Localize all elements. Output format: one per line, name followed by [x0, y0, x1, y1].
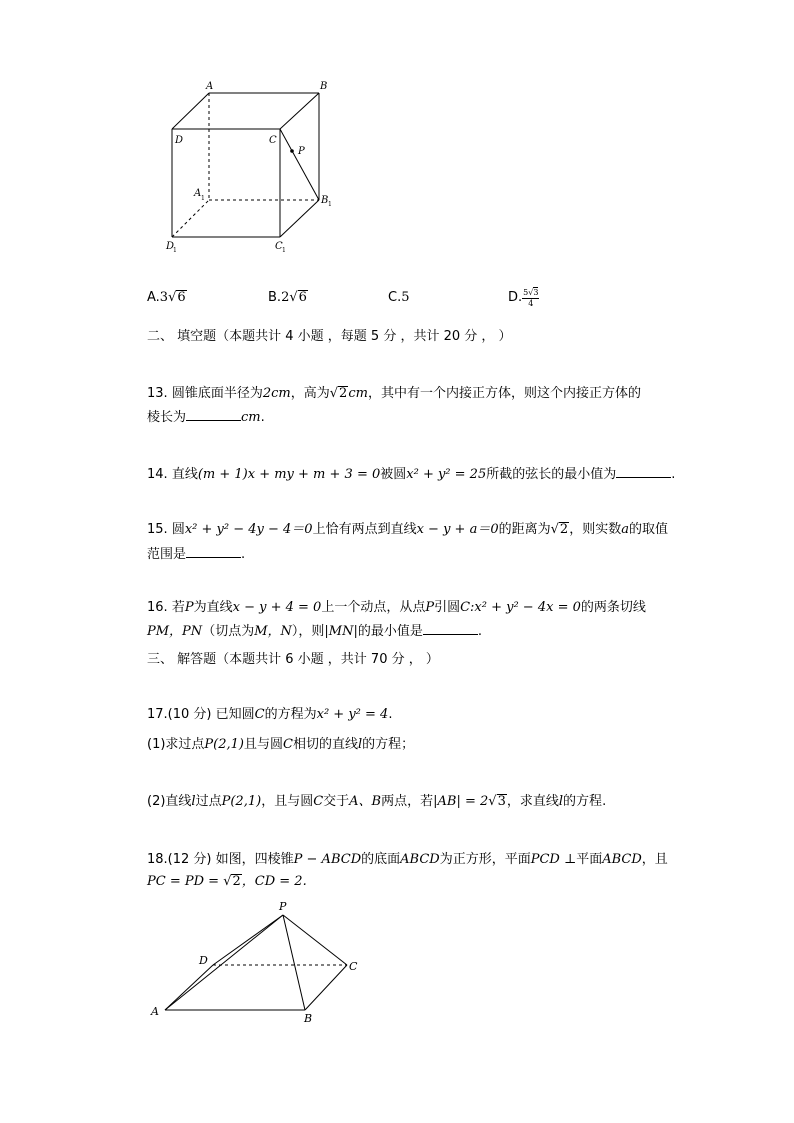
option-d [508, 284, 539, 312]
cube-label-B: B [320, 81, 328, 92]
q16-end: . [477, 624, 483, 639]
answer-blank [423, 620, 478, 635]
q15-text: 的取值 [628, 522, 668, 537]
q17-text: 的方程； [362, 737, 415, 752]
q17-variable: C [254, 707, 265, 722]
q16-text: （切点为 [202, 624, 255, 639]
q18-math: PCD ⊥ [530, 852, 577, 867]
q16-text: 的两条切线 [580, 600, 646, 615]
q16-math: M，N [254, 624, 292, 639]
q18-math: ，CD = 2. [241, 874, 307, 889]
sqrt-sign: √ [488, 794, 497, 809]
q15-text: ，则实数 [569, 522, 622, 537]
q18-radicand: 2 [232, 874, 241, 889]
pyramid-label-B: B [304, 1012, 313, 1025]
sqrt-sign: √ [550, 522, 559, 537]
q13-number: 13. [147, 386, 168, 401]
q17-end: . [388, 707, 393, 722]
section-2-title: 二、 填空题（本题共计 4 小题 ，每题 5 分 ，共计 20 分 ， ） [147, 329, 512, 344]
q17-math: l [558, 794, 564, 809]
q18-text: 的底面 [361, 852, 401, 867]
q15-equation: x − y + a＝0 [416, 522, 499, 537]
q17-equation: x² + y² = 4 [316, 707, 389, 722]
q16-text: 的最小值是 [357, 624, 423, 639]
cube-label-P: P [298, 146, 305, 157]
option-b-letter: B. [268, 290, 282, 305]
q16-line2 [147, 620, 482, 642]
q16-text: 引圆 [434, 600, 461, 615]
q17-text: 交于 [323, 794, 350, 809]
q16-line1 [147, 598, 646, 618]
q14-text: 直线 [171, 467, 198, 482]
option-d-numerator: 5√3 [523, 287, 539, 297]
pyramid-label-P: P [279, 900, 287, 913]
q16-variable: P [184, 600, 194, 615]
q18-text: ，且 [641, 852, 668, 867]
q18-text: 平面 [576, 852, 603, 867]
cube-label-D: D [175, 135, 184, 146]
q15-text: 的距离为 [498, 522, 551, 537]
pyramid-label-C: C [349, 960, 358, 973]
q13-text: ，高为 [290, 386, 330, 401]
option-a-coef: 3 [159, 290, 169, 305]
option-b-radicand: 6 [298, 290, 307, 305]
q15-line2 [147, 543, 245, 565]
cube-figure [155, 72, 355, 262]
q16-math: |MN| [324, 624, 358, 639]
option-d-num-coef: 5 [523, 287, 529, 297]
option-c [388, 288, 410, 308]
q17-text: (1)求过点 [147, 737, 205, 752]
q16-text: 上一个动点，从点 [321, 600, 426, 615]
q18-line2 [147, 872, 307, 892]
q17-text: 且与圆 [244, 737, 284, 752]
q17-math: |AB| = 2 [433, 794, 489, 809]
cube-label-A1-sub: 1 [201, 195, 205, 202]
answer-blank [186, 406, 241, 421]
q17-math: A、B [349, 794, 382, 809]
q17-math: l [191, 794, 196, 809]
q13-math: 2cm [262, 386, 291, 401]
q13-text: 棱长为 [147, 410, 187, 425]
option-c-value: 5 [401, 290, 410, 305]
q15-text: 圆 [171, 522, 185, 537]
q16-equation: x − y + 4 = 0 [232, 600, 322, 615]
option-b [268, 288, 308, 308]
q16-number: 16. [147, 600, 168, 615]
section-3-title: 三、 解答题（本题共计 6 小题 ，共计 70 分 ， ） [147, 652, 439, 667]
sqrt-sign: √ [223, 874, 232, 889]
q14-equation: x² + y² = 25 [406, 467, 487, 482]
q17-text: 过点 [195, 794, 222, 809]
option-c-letter: C. [388, 290, 402, 305]
cube-label-D1-sub: 1 [173, 247, 177, 254]
q17-end: . [602, 794, 607, 809]
q17-part1 [147, 735, 414, 755]
q15-radicand: 2 [559, 522, 569, 537]
q17-math: P(2,1) [204, 737, 244, 752]
q17-radicand: 3 [497, 794, 506, 809]
q16-text: 若 [171, 600, 185, 615]
q16-equation: C:x² + y² − 4x = 0 [460, 600, 581, 615]
cube-label-A: A [206, 81, 214, 92]
q15-equation: x² + y² − 4y − 4＝0 [184, 522, 313, 537]
q18-math: PC = PD = [147, 874, 224, 889]
q14-end: . [671, 467, 676, 482]
cube-label-B1: B [321, 195, 329, 206]
cube-label-A1: A [194, 188, 202, 199]
q13-text: ，其中有一个内接正方体，则这个内接正方体的 [367, 386, 641, 401]
q18-text: 如图，四棱锥 [215, 852, 294, 867]
option-a [147, 288, 187, 308]
cube-label-B1-sub: 1 [328, 201, 332, 208]
q17-math: C [313, 794, 324, 809]
q17-text: 相切的直线 [292, 737, 358, 752]
pyramid-label-D: D [199, 954, 208, 967]
cube-label-C: C [269, 135, 277, 146]
q13-line1 [147, 384, 641, 404]
q13-radicand: 2 [339, 386, 348, 401]
option-d-fraction [522, 288, 539, 309]
sqrt-sign: √ [168, 290, 177, 305]
q13-text: 圆锥底面半径为 [171, 386, 263, 401]
option-d-denominator: 4 [528, 298, 534, 308]
q18-math: ABCD [400, 852, 440, 867]
q15-end: . [241, 547, 246, 562]
q17-text: ，且与圆 [261, 794, 314, 809]
option-a-letter: A. [147, 290, 160, 305]
q13-end: . [260, 410, 265, 425]
option-d-num-radicand: 3 [533, 287, 539, 297]
pyramid-label-A: A [151, 1005, 159, 1018]
q18-line1 [147, 850, 668, 870]
q13-line2 [147, 406, 265, 428]
q16-variable: P [425, 600, 435, 615]
q15-text: 范围是 [147, 547, 187, 562]
q15-number: 15. [147, 522, 168, 537]
option-d-letter: D. [508, 290, 523, 305]
option-a-radicand: 6 [177, 290, 186, 305]
q17-stem [147, 705, 392, 725]
q14-number: 14. [147, 467, 168, 482]
q14-equation: (m + 1)x + my + m + 3 = 0 [197, 467, 381, 482]
q14-line [147, 463, 675, 485]
cube-label-C1-sub: 1 [282, 247, 286, 254]
q14-text: 所截的弦长的最小值为 [486, 467, 617, 482]
q18-header: 18.(12 分) [147, 852, 212, 867]
sqrt-sign: √ [329, 386, 339, 401]
q16-math: PM，PN [147, 624, 203, 639]
q17-text: 的方程为 [264, 707, 317, 722]
q16-text: 为直线 [193, 600, 233, 615]
q17-part2 [147, 792, 606, 812]
cube-label-D1: D [166, 241, 175, 252]
answer-blank [186, 543, 241, 558]
q16-text: ），则 [291, 624, 325, 639]
q17-text: ，求直线 [506, 794, 559, 809]
q13-unit: cm [241, 410, 261, 425]
q18-math: ABCD [602, 852, 642, 867]
sqrt-sign: √ [289, 290, 298, 305]
option-b-coef: 2 [281, 290, 290, 305]
cube-label-C1: C [275, 241, 283, 252]
q17-math: C [283, 737, 293, 752]
pyramid-figure [145, 895, 375, 1030]
q17-math: P(2,1) [221, 794, 262, 809]
q14-text: 被圆 [380, 467, 407, 482]
q15-text: 上恰有两点到直线 [312, 522, 417, 537]
q18-text: 为正方形，平面 [439, 852, 531, 867]
q17-header: 17.(10 分) [147, 707, 212, 722]
q13-math: cm [348, 386, 368, 401]
q17-text: 两点，若 [381, 794, 434, 809]
q17-math: l [357, 737, 363, 752]
q15-variable: a [621, 522, 629, 537]
q18-math: P − ABCD [293, 852, 362, 867]
q17-text: 已知圆 [215, 707, 255, 722]
answer-blank [616, 463, 671, 478]
q15-line1 [147, 520, 668, 540]
q17-text: 的方程 [563, 794, 603, 809]
q17-text: (2)直线 [147, 794, 192, 809]
